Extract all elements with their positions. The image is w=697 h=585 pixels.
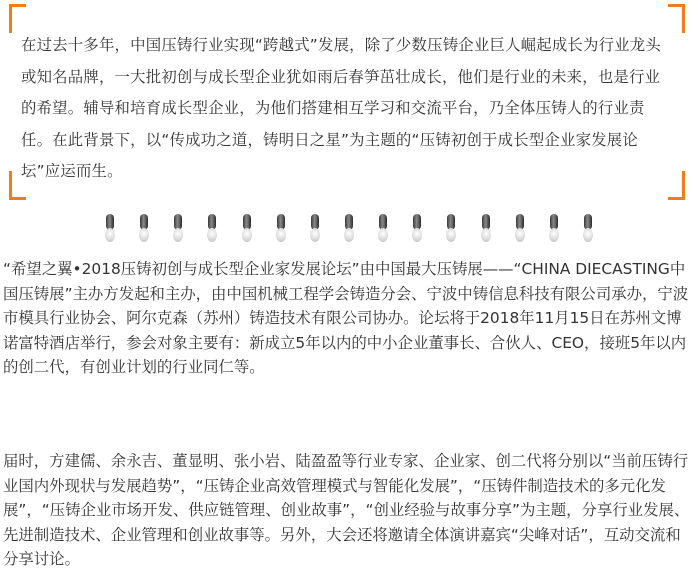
frame-corner-top-left [9,4,26,33]
binder-ring-icon [206,214,218,242]
binder-ring-icon [445,214,457,242]
binder-ring-icon [309,214,321,242]
binder-ring-icon [138,214,150,242]
intro-frame [9,4,685,200]
binder-ring-icon [582,214,594,242]
frame-corner-top-right [668,4,685,33]
binder-ring-icon [548,214,560,242]
body-paragraph-2: 届时，方建儒、余永吉、董显明、张小岩、陆盈盈等行业专家、企业家、创二代将分别以“当前压铸行业国内外现状与发展趋势”，“压铸企业高效管理模式与智能化发展”，“压铸件制造技术的多元化发展”，“压铸企业市场开发、供应链管理、创业故事”，“创业经验与故事分享”为主题，分享行业发展、先进制造技术、企业管理和创业故事等。另外，大会还将邀请全体演讲嘉宾“尖峰对话”，互动交流和分享讨论。 [3,452,690,569]
binder-ring-icon [172,214,184,242]
intro-paragraph: 在过去十多年，中国压铸行业实现“跨越式”发展，除了少数压铸企业巨人崛起成长为行业龙头或知名品牌，一大批初创与成长型企业犹如雨后春笋茁壮成长，他们是行业的未来，也是行业的希望。辅导和培育成长型企业，为他们搭建相互学习和交流平台，乃全体压铸人的行业责任。在此背景下，以“传成功之道，铸明日之星”为主题的“压铸初创于成长型企业家发展论坛”应运而生。 [21,36,661,180]
binder-ring-icon [275,214,287,242]
binder-ring-icon [514,214,526,242]
binder-ring-icon [480,214,492,242]
binder-ring-icon [241,214,253,242]
body-paragraph-1: “希望之翼•2018压铸初创与成长型企业家发展论坛”由中国最大压铸展——“CHINA DIECASTING中国压铸展”主办方发起和主办，由中国机械工程学会铸造分会、宁波中铸信息科技有限公司承办，宁波市模具行业协会、阿尔克森（苏州）铸造技术有限公司协办。论坛将于2018年11月15日在苏州文博诺富特酒店举行，参会对象主要有：新成立5年以内的中小企业董事长、合伙人、CEO，接班5年以内的创二代，有创业计划的行业同仁等。 [3,260,689,377]
binder-ring-icon [104,214,116,242]
binder-ring-icon [343,214,355,242]
binder-ring-icon [411,214,423,242]
binder-rings-divider [104,214,594,244]
binder-ring-icon [377,214,389,242]
